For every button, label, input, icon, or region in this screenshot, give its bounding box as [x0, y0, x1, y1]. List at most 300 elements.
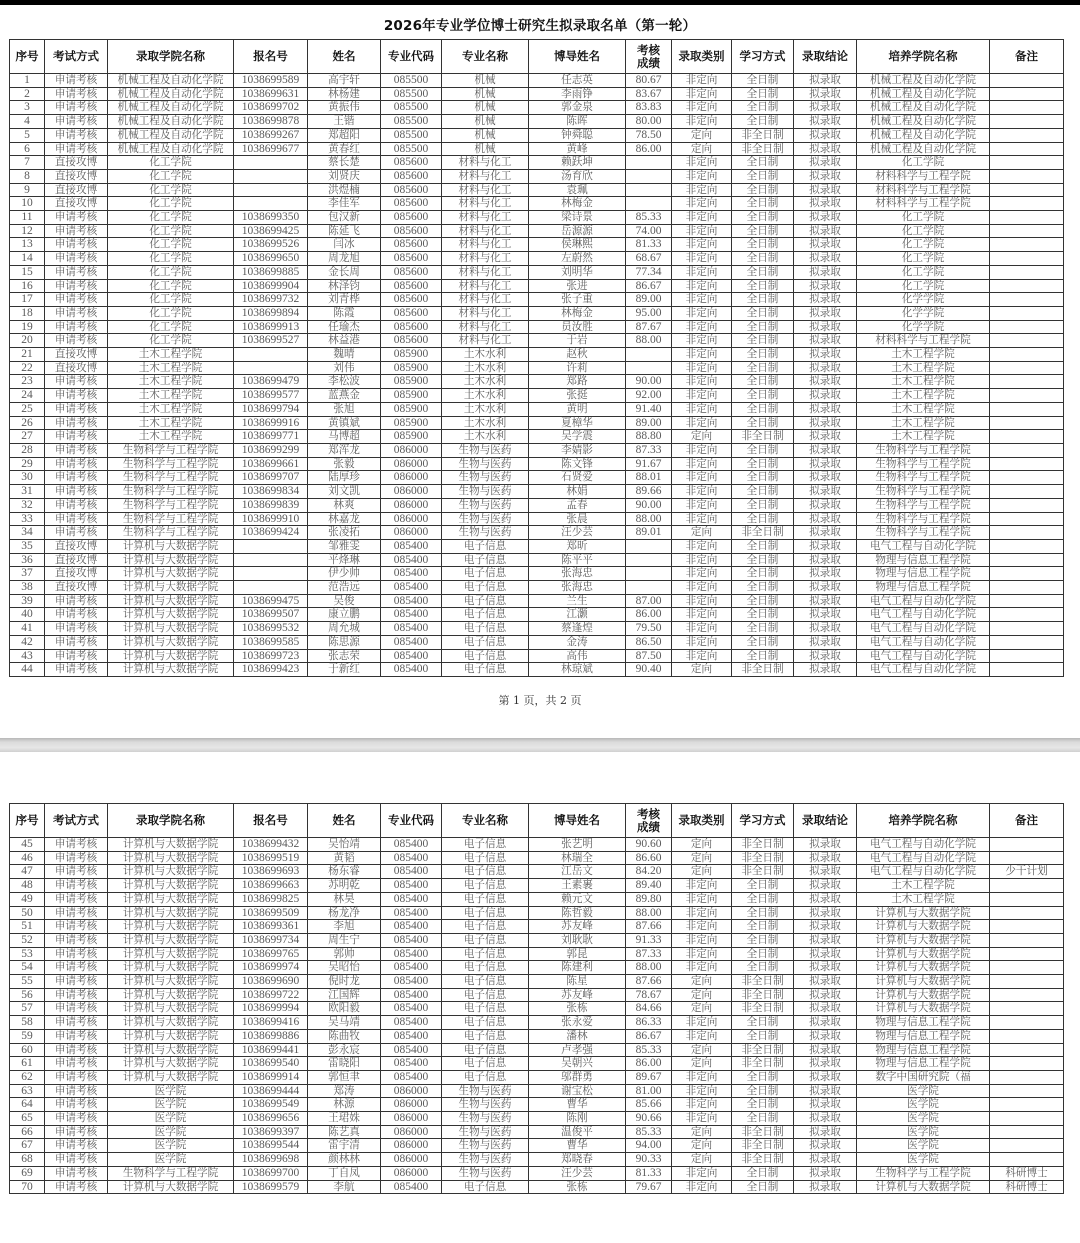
cell-training-college: 化学学院 [857, 306, 990, 320]
cell-major-name: 土木水利 [442, 361, 529, 375]
cell-student-name: 苏明乾 [308, 879, 381, 893]
cell-major-name: 材料与化工 [442, 265, 529, 279]
table-row [10, 115, 1064, 129]
cell-supervisor: 李雨铮 [529, 87, 626, 101]
cell-admitting-college: 计算机与大数据学院 [108, 1043, 234, 1057]
cell-major-code: 086000 [381, 1166, 442, 1180]
cell-major-code: 085400 [381, 851, 442, 865]
cell-seq: 23 [10, 375, 45, 389]
cell-training-college: 土木工程学院 [857, 402, 990, 416]
cell-remark [990, 539, 1064, 553]
cell-supervisor: 吴朝兴 [529, 1057, 626, 1071]
cell-registration-no: 1038699702 [234, 101, 308, 115]
cell-exam-method: 申请考核 [45, 1043, 108, 1057]
table-row [10, 1057, 1064, 1071]
cell-study-mode: 全日制 [732, 961, 794, 975]
table-row [10, 1070, 1064, 1084]
cell-training-college: 材料科学与工程学院 [857, 334, 990, 348]
cell-registration-no: 1038699707 [234, 471, 308, 485]
cell-seq: 39 [10, 594, 45, 608]
cell-major-code: 085900 [381, 375, 442, 389]
cell-admission-type: 非定向 [672, 1016, 732, 1030]
cell-registration-no: 1038699424 [234, 526, 308, 540]
cell-remark [990, 211, 1064, 225]
cell-admission-type: 定向 [672, 865, 732, 879]
table-row [10, 183, 1064, 197]
cell-major-name: 生物与医药 [442, 512, 529, 526]
cell-study-mode: 全日制 [732, 920, 794, 934]
cell-major-name: 生物与医药 [442, 1112, 529, 1126]
cell-admitting-college: 化工学院 [108, 279, 234, 293]
table-row [10, 238, 1064, 252]
cell-training-college: 机械工程及自动化学院 [857, 142, 990, 156]
column-header-score: 考核 成绩 [626, 40, 672, 74]
table-row [10, 361, 1064, 375]
cell-score: 87.33 [626, 443, 672, 457]
cell-score: 80.67 [626, 74, 672, 88]
cell-seq: 58 [10, 1016, 45, 1030]
cell-registration-no: 1038699690 [234, 975, 308, 989]
cell-training-college: 电气工程与自动化学院 [857, 851, 990, 865]
cell-supervisor: 卢孝强 [529, 1043, 626, 1057]
cell-student-name: 张志荣 [308, 649, 381, 663]
cell-study-mode: 全日制 [732, 498, 794, 512]
cell-exam-method: 申请考核 [45, 128, 108, 142]
cell-conclusion: 拟录取 [794, 1098, 857, 1112]
cell-score: 90.40 [626, 663, 672, 677]
cell-study-mode: 全日制 [732, 416, 794, 430]
cell-exam-method: 申请考核 [45, 402, 108, 416]
cell-supervisor: 金涛 [529, 635, 626, 649]
cell-seq: 27 [10, 430, 45, 444]
cell-remark [990, 252, 1064, 266]
cell-supervisor: 林梅金 [529, 197, 626, 211]
cell-student-name: 林杨建 [308, 87, 381, 101]
cell-registration-no: 1038699693 [234, 865, 308, 879]
cell-conclusion: 拟录取 [794, 238, 857, 252]
cell-remark [990, 567, 1064, 581]
cell-admission-type: 非定向 [672, 348, 732, 362]
cell-score: 90.33 [626, 1153, 672, 1167]
cell-supervisor: 郑昕 [529, 539, 626, 553]
cell-conclusion: 拟录取 [794, 933, 857, 947]
cell-registration-no [234, 553, 308, 567]
cell-training-college: 化工学院 [857, 279, 990, 293]
cell-score: 89.67 [626, 1070, 672, 1084]
cell-remark [990, 920, 1064, 934]
cell-admission-type: 非定向 [672, 416, 732, 430]
cell-remark [990, 1139, 1064, 1153]
cell-major-name: 电子信息 [442, 865, 529, 879]
cell-major-code: 085400 [381, 1016, 442, 1030]
cell-score: 87.66 [626, 920, 672, 934]
cell-study-mode: 全日制 [732, 457, 794, 471]
cell-major-name: 材料与化工 [442, 197, 529, 211]
cell-supervisor: 员汝胜 [529, 320, 626, 334]
cell-registration-no [234, 156, 308, 170]
table-row [10, 279, 1064, 293]
cell-exam-method: 申请考核 [45, 74, 108, 88]
cell-admission-type: 定向 [672, 430, 732, 444]
cell-registration-no: 1038699532 [234, 622, 308, 636]
cell-registration-no: 1038699723 [234, 649, 308, 663]
cell-supervisor: 郭昆 [529, 947, 626, 961]
cell-training-college: 物理与信息工程学院 [857, 1057, 990, 1071]
cell-supervisor: 左蔚然 [529, 252, 626, 266]
column-header-admitting-college: 录取学院名称 [108, 40, 234, 74]
cell-exam-method: 申请考核 [45, 988, 108, 1002]
cell-admitting-college: 计算机与大数据学院 [108, 539, 234, 553]
cell-seq: 61 [10, 1057, 45, 1071]
cell-admitting-college: 计算机与大数据学院 [108, 1029, 234, 1043]
table-row [10, 1153, 1064, 1167]
cell-major-name: 电子信息 [442, 920, 529, 934]
cell-seq: 16 [10, 279, 45, 293]
cell-admission-type: 非定向 [672, 306, 732, 320]
table-row [10, 947, 1064, 961]
cell-admission-type: 定向 [672, 1002, 732, 1016]
cell-student-name: 黄镇斌 [308, 416, 381, 430]
cell-training-college: 化工学院 [857, 265, 990, 279]
column-header-registration-no: 报名号 [234, 804, 308, 838]
cell-seq: 2 [10, 87, 45, 101]
cell-study-mode: 全日制 [732, 635, 794, 649]
cell-admitting-college: 计算机与大数据学院 [108, 838, 234, 852]
cell-supervisor: 张栋 [529, 1180, 626, 1194]
cell-conclusion: 拟录取 [794, 197, 857, 211]
cell-supervisor: 曹华 [529, 1139, 626, 1153]
cell-seq: 46 [10, 851, 45, 865]
cell-conclusion: 拟录取 [794, 1084, 857, 1098]
cell-conclusion: 拟录取 [794, 1180, 857, 1194]
table-row [10, 539, 1064, 553]
cell-remark [990, 635, 1064, 649]
table-row [10, 1002, 1064, 1016]
cell-remark [990, 892, 1064, 906]
cell-seq: 17 [10, 293, 45, 307]
cell-study-mode: 全日制 [732, 947, 794, 961]
cell-admitting-college: 计算机与大数据学院 [108, 975, 234, 989]
cell-student-name: 郑超阳 [308, 128, 381, 142]
cell-admission-type: 非定向 [672, 947, 732, 961]
cell-admission-type: 非定向 [672, 375, 732, 389]
cell-training-college: 土木工程学院 [857, 430, 990, 444]
cell-student-name: 林昊 [308, 892, 381, 906]
column-header-score: 考核 成绩 [626, 804, 672, 838]
cell-remark [990, 498, 1064, 512]
cell-admission-type: 非定向 [672, 906, 732, 920]
cell-student-name: 吴怡靖 [308, 838, 381, 852]
table-row [10, 553, 1064, 567]
cell-exam-method: 申请考核 [45, 1098, 108, 1112]
cell-registration-no: 1038699885 [234, 265, 308, 279]
cell-conclusion: 拟录取 [794, 74, 857, 88]
column-header-supervisor: 博导姓名 [529, 804, 626, 838]
cell-student-name: 魏晴 [308, 348, 381, 362]
cell-conclusion: 拟录取 [794, 1125, 857, 1139]
cell-study-mode: 全日制 [732, 879, 794, 893]
cell-training-college: 电气工程与自动化学院 [857, 635, 990, 649]
cell-seq: 30 [10, 471, 45, 485]
cell-seq: 26 [10, 416, 45, 430]
cell-training-college: 物理与信息工程学院 [857, 581, 990, 595]
cell-student-name: 欧阳毅 [308, 1002, 381, 1016]
cell-admission-type: 定向 [672, 1043, 732, 1057]
cell-training-college: 计算机与大数据学院 [857, 1180, 990, 1194]
cell-training-college: 医学院 [857, 1084, 990, 1098]
column-header-training-college: 培养学院名称 [857, 804, 990, 838]
cell-admitting-college: 计算机与大数据学院 [108, 622, 234, 636]
cell-remark [990, 906, 1064, 920]
cell-conclusion: 拟录取 [794, 1002, 857, 1016]
cell-major-name: 生物与医药 [442, 498, 529, 512]
cell-training-college: 土木工程学院 [857, 892, 990, 906]
table-row [10, 865, 1064, 879]
cell-registration-no: 1038699677 [234, 142, 308, 156]
cell-conclusion: 拟录取 [794, 183, 857, 197]
cell-remark [990, 128, 1064, 142]
cell-admitting-college: 计算机与大数据学院 [108, 933, 234, 947]
cell-score [626, 156, 672, 170]
cell-study-mode: 非全日制 [732, 851, 794, 865]
cell-major-code: 085900 [381, 430, 442, 444]
table-row [10, 293, 1064, 307]
cell-admitting-college: 计算机与大数据学院 [108, 961, 234, 975]
cell-score: 85.66 [626, 1098, 672, 1112]
cell-score: 88.01 [626, 471, 672, 485]
cell-student-name: 林益港 [308, 334, 381, 348]
cell-registration-no [234, 581, 308, 595]
column-header-conclusion: 录取结论 [794, 40, 857, 74]
cell-major-code: 085400 [381, 879, 442, 893]
cell-admitting-college: 机械工程及自动化学院 [108, 101, 234, 115]
cell-conclusion: 拟录取 [794, 1057, 857, 1071]
cell-major-code: 085500 [381, 74, 442, 88]
cell-admitting-college: 土木工程学院 [108, 430, 234, 444]
cell-seq: 36 [10, 553, 45, 567]
cell-student-name: 闫冰 [308, 238, 381, 252]
table-row [10, 224, 1064, 238]
cell-score: 90.00 [626, 375, 672, 389]
cell-training-college: 电气工程与自动化学院 [857, 622, 990, 636]
cell-study-mode: 全日制 [732, 238, 794, 252]
admission-table-page-1 [9, 39, 1064, 677]
cell-supervisor: 郑晓春 [529, 1153, 626, 1167]
cell-registration-no: 1038699589 [234, 74, 308, 88]
cell-major-code: 085400 [381, 906, 442, 920]
cell-exam-method: 申请考核 [45, 1057, 108, 1071]
cell-supervisor: 林娟 [529, 485, 626, 499]
cell-exam-method: 直接攻博 [45, 361, 108, 375]
cell-conclusion: 拟录取 [794, 622, 857, 636]
cell-major-code: 086000 [381, 498, 442, 512]
table-row [10, 906, 1064, 920]
cell-student-name: 吴马靖 [308, 1016, 381, 1030]
cell-admission-type: 非定向 [672, 933, 732, 947]
cell-score: 79.50 [626, 622, 672, 636]
cell-exam-method: 直接攻博 [45, 348, 108, 362]
table-row [10, 402, 1064, 416]
cell-exam-method: 申请考核 [45, 252, 108, 266]
cell-score: 78.50 [626, 128, 672, 142]
cell-study-mode: 全日制 [732, 169, 794, 183]
cell-admission-type: 非定向 [672, 402, 732, 416]
cell-major-name: 电子信息 [442, 906, 529, 920]
cell-major-code: 085600 [381, 306, 442, 320]
cell-seq: 41 [10, 622, 45, 636]
cell-exam-method: 申请考核 [45, 430, 108, 444]
cell-seq: 25 [10, 402, 45, 416]
cell-conclusion: 拟录取 [794, 293, 857, 307]
cell-conclusion: 拟录取 [794, 169, 857, 183]
cell-training-college: 机械工程及自动化学院 [857, 115, 990, 129]
cell-seq: 35 [10, 539, 45, 553]
cell-admission-type: 非定向 [672, 238, 732, 252]
cell-study-mode: 非全日制 [732, 1139, 794, 1153]
cell-registration-no: 1038699540 [234, 1057, 308, 1071]
cell-student-name: 黄韬 [308, 851, 381, 865]
table-body [10, 74, 1064, 677]
cell-study-mode: 非全日制 [732, 838, 794, 852]
cell-study-mode: 非全日制 [732, 663, 794, 677]
cell-student-name: 郭帅 [308, 947, 381, 961]
cell-supervisor: 李婧影 [529, 443, 626, 457]
cell-exam-method: 申请考核 [45, 375, 108, 389]
cell-study-mode: 全日制 [732, 1016, 794, 1030]
cell-seq: 8 [10, 169, 45, 183]
cell-student-name: 刘文凯 [308, 485, 381, 499]
table-row [10, 197, 1064, 211]
column-header-student-name: 姓名 [308, 804, 381, 838]
cell-registration-no: 1038699974 [234, 961, 308, 975]
cell-score [626, 361, 672, 375]
cell-seq: 68 [10, 1153, 45, 1167]
cell-major-code: 085400 [381, 1057, 442, 1071]
cell-remark [990, 608, 1064, 622]
cell-major-code: 085600 [381, 320, 442, 334]
cell-remark [990, 334, 1064, 348]
cell-training-college: 计算机与大数据学院 [857, 975, 990, 989]
cell-exam-method: 申请考核 [45, 498, 108, 512]
cell-remark [990, 1029, 1064, 1043]
cell-training-college: 生物科学与工程学院 [857, 498, 990, 512]
cell-student-name: 张旭 [308, 402, 381, 416]
table-row [10, 567, 1064, 581]
cell-study-mode: 全日制 [732, 933, 794, 947]
cell-training-college: 医学院 [857, 1125, 990, 1139]
cell-supervisor: 林梅金 [529, 306, 626, 320]
cell-training-college: 化工学院 [857, 252, 990, 266]
cell-training-college: 生物科学与工程学院 [857, 457, 990, 471]
cell-admission-type: 非定向 [672, 156, 732, 170]
cell-score: 86.67 [626, 279, 672, 293]
cell-admission-type: 非定向 [672, 1098, 732, 1112]
cell-seq: 3 [10, 101, 45, 115]
cell-admission-type: 非定向 [672, 115, 732, 129]
cell-student-name: 李旭 [308, 920, 381, 934]
cell-registration-no: 1038699914 [234, 1070, 308, 1084]
cell-seq: 20 [10, 334, 45, 348]
cell-major-name: 机械 [442, 101, 529, 115]
cell-seq: 6 [10, 142, 45, 156]
cell-admission-type: 定向 [672, 975, 732, 989]
cell-major-code: 085400 [381, 865, 442, 879]
cell-student-name: 任瑜杰 [308, 320, 381, 334]
cell-score: 81.33 [626, 1166, 672, 1180]
cell-exam-method: 直接攻博 [45, 169, 108, 183]
table-row [10, 1016, 1064, 1030]
cell-conclusion: 拟录取 [794, 485, 857, 499]
cell-study-mode: 全日制 [732, 252, 794, 266]
cell-seq: 9 [10, 183, 45, 197]
cell-exam-method: 申请考核 [45, 865, 108, 879]
cell-major-code: 085600 [381, 211, 442, 225]
cell-training-college: 电气工程与自动化学院 [857, 838, 990, 852]
cell-admission-type: 非定向 [672, 539, 732, 553]
page-indicator: 第 1 页，共 2 页 [498, 694, 582, 707]
column-header-student-name: 姓名 [308, 40, 381, 74]
cell-major-code: 085400 [381, 892, 442, 906]
cell-registration-no: 1038699416 [234, 1016, 308, 1030]
cell-seq: 69 [10, 1166, 45, 1180]
cell-registration-no: 1038699913 [234, 320, 308, 334]
cell-supervisor: 苏友峰 [529, 988, 626, 1002]
cell-supervisor: 张挺 [529, 389, 626, 403]
column-header-major-name: 专业名称 [442, 804, 529, 838]
cell-registration-no: 1038699509 [234, 906, 308, 920]
cell-admitting-college: 计算机与大数据学院 [108, 906, 234, 920]
cell-conclusion: 拟录取 [794, 348, 857, 362]
cell-student-name: 黄振伟 [308, 101, 381, 115]
table-row [10, 961, 1064, 975]
table-row [10, 851, 1064, 865]
cell-registration-no: 1038699794 [234, 402, 308, 416]
cell-conclusion: 拟录取 [794, 156, 857, 170]
cell-exam-method: 申请考核 [45, 879, 108, 893]
table-row [10, 156, 1064, 170]
cell-remark [990, 1070, 1064, 1084]
cell-remark [990, 553, 1064, 567]
cell-major-code: 085600 [381, 334, 442, 348]
cell-study-mode: 全日制 [732, 1029, 794, 1043]
cell-major-name: 生物与医药 [442, 1098, 529, 1112]
cell-remark [990, 306, 1064, 320]
cell-training-college: 化学学院 [857, 293, 990, 307]
cell-study-mode: 全日制 [732, 115, 794, 129]
cell-registration-no: 1038699479 [234, 375, 308, 389]
cell-student-name: 周生宁 [308, 933, 381, 947]
cell-study-mode: 全日制 [732, 512, 794, 526]
cell-student-name: 郭恒聿 [308, 1070, 381, 1084]
cell-admitting-college: 化工学院 [108, 211, 234, 225]
cell-remark [990, 115, 1064, 129]
cell-training-college: 电气工程与自动化学院 [857, 865, 990, 879]
cell-major-code: 085600 [381, 293, 442, 307]
cell-major-name: 材料与化工 [442, 279, 529, 293]
cell-seq: 29 [10, 457, 45, 471]
cell-score [626, 197, 672, 211]
table-row [10, 87, 1064, 101]
cell-score: 86.60 [626, 851, 672, 865]
cell-study-mode: 全日制 [732, 197, 794, 211]
cell-conclusion: 拟录取 [794, 581, 857, 595]
cell-exam-method: 申请考核 [45, 1125, 108, 1139]
cell-remark [990, 279, 1064, 293]
cell-registration-no: 1038699886 [234, 1029, 308, 1043]
table-row [10, 471, 1064, 485]
cell-major-code: 086000 [381, 471, 442, 485]
cell-score: 85.33 [626, 1125, 672, 1139]
